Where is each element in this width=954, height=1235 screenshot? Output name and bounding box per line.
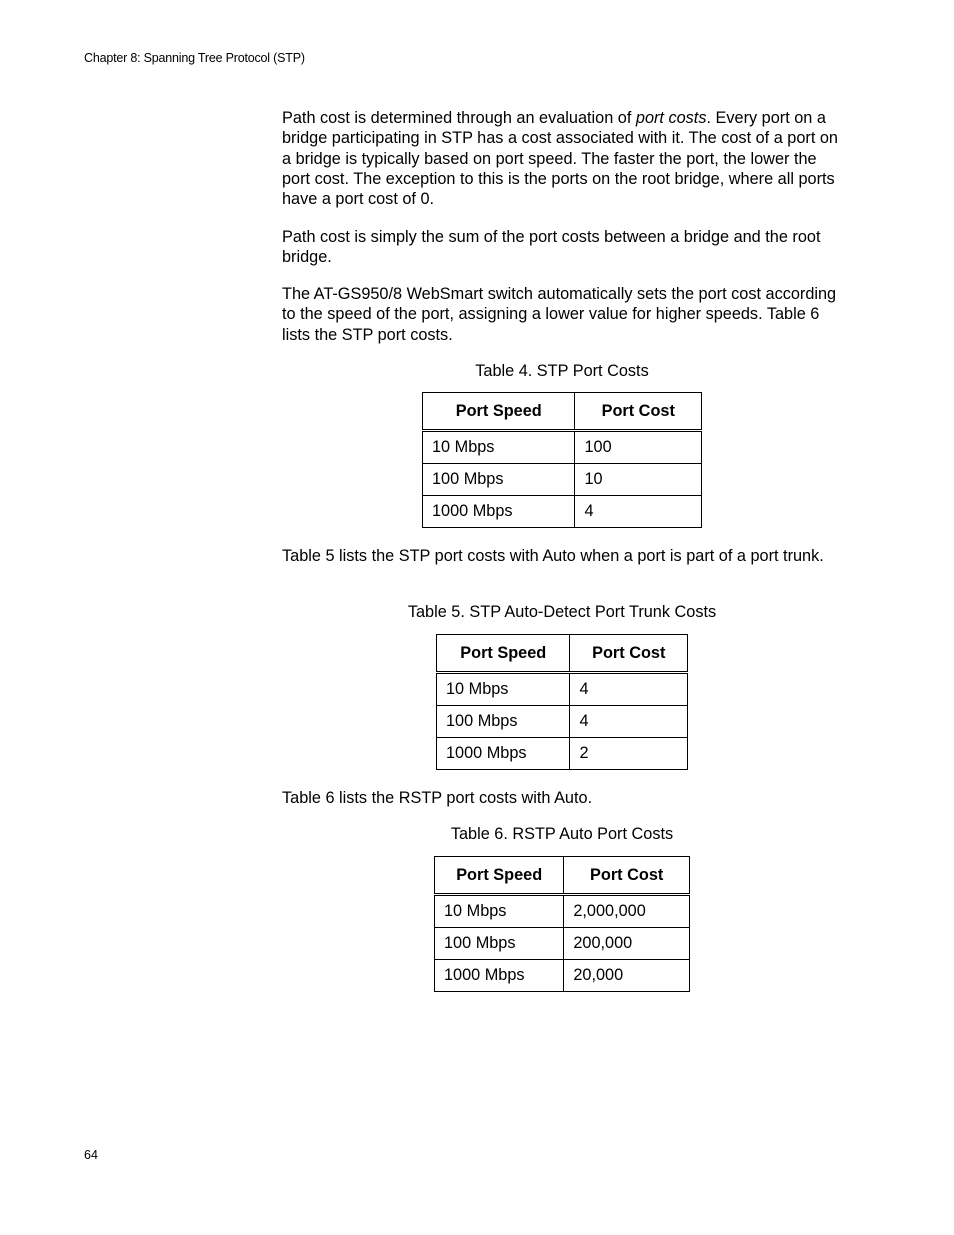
paragraph-text: . Every port on a bridge participating in STP has a cost associated with it. The cost of a port on a bridge is typically based on port speed. The faster the port, the lower the port cost. The exception to this is the ports on the root bridge, where all ports have a port cost of 0. — [282, 109, 838, 209]
page-number: 64 — [84, 1148, 98, 1162]
column-header: Port Speed — [437, 635, 570, 673]
table-cell: 4 — [575, 496, 702, 528]
table-cell: 200,000 — [564, 928, 690, 960]
table-row — [437, 673, 688, 706]
table-cell: 100 Mbps — [423, 464, 575, 496]
table-row — [435, 895, 690, 928]
table-cell: 100 — [575, 431, 702, 464]
column-header: Port Speed — [423, 393, 575, 431]
table-cell: 10 — [575, 464, 702, 496]
table-cell: 100 Mbps — [437, 706, 570, 738]
table-row — [423, 496, 702, 528]
paragraph-path-cost-sum: Path cost is simply the sum of the port costs between a bridge and the root bridge. — [282, 228, 821, 267]
table-row — [423, 464, 702, 496]
paragraph-trunk-costs: Table 5 lists the STP port costs with Auto when a port is part of a port trunk. — [282, 547, 824, 565]
column-header: Port Cost — [575, 393, 702, 431]
running-head: Chapter 8: Spanning Tree Protocol (STP) — [84, 51, 305, 65]
table-cell: 2 — [570, 738, 688, 770]
table-row — [423, 431, 702, 464]
table-row — [435, 960, 690, 992]
table-cell: 1000 Mbps — [435, 960, 564, 992]
table-row — [437, 738, 688, 770]
table-cell: 4 — [570, 706, 688, 738]
table-row — [435, 928, 690, 960]
rstp-port-costs-table — [434, 856, 690, 992]
table-cell: 20,000 — [564, 960, 690, 992]
table-caption: Table 4. STP Port Costs — [475, 362, 649, 380]
table-cell: 10 Mbps — [437, 673, 570, 706]
table-header-row — [437, 635, 688, 673]
table-row — [437, 706, 688, 738]
stp-trunk-costs-table — [436, 634, 688, 770]
table-cell: 1000 Mbps — [423, 496, 575, 528]
paragraph-rstp-costs: Table 6 lists the RSTP port costs with Auto. — [282, 789, 593, 807]
table-caption: Table 5. STP Auto-Detect Port Trunk Costs — [407, 603, 717, 621]
column-header: Port Speed — [435, 857, 564, 895]
paragraph-text: Path cost is determined through an evaluation of — [282, 109, 636, 127]
table-cell: 100 Mbps — [435, 928, 564, 960]
paragraph-auto-port-cost: The AT-GS950/8 WebSmart switch automatically sets the port cost according to the speed of the port, assigning a lower value for higher speeds. Table 6 lists the STP port costs. — [282, 285, 837, 344]
table-caption: Table 6. RSTP Auto Port Costs — [450, 825, 674, 843]
column-header: Port Cost — [564, 857, 690, 895]
column-header: Port Cost — [570, 635, 688, 673]
table-cell: 10 Mbps — [435, 895, 564, 928]
emphasis-port-costs: port costs — [635, 109, 707, 127]
table-header-row — [423, 393, 702, 431]
stp-port-costs-table — [422, 392, 702, 528]
paragraph-path-cost-intro — [282, 108, 842, 209]
table-cell: 10 Mbps — [423, 431, 575, 464]
table-header-row — [435, 857, 690, 895]
table-cell: 2,000,000 — [564, 895, 690, 928]
table-cell: 1000 Mbps — [437, 738, 570, 770]
table-cell: 4 — [570, 673, 688, 706]
